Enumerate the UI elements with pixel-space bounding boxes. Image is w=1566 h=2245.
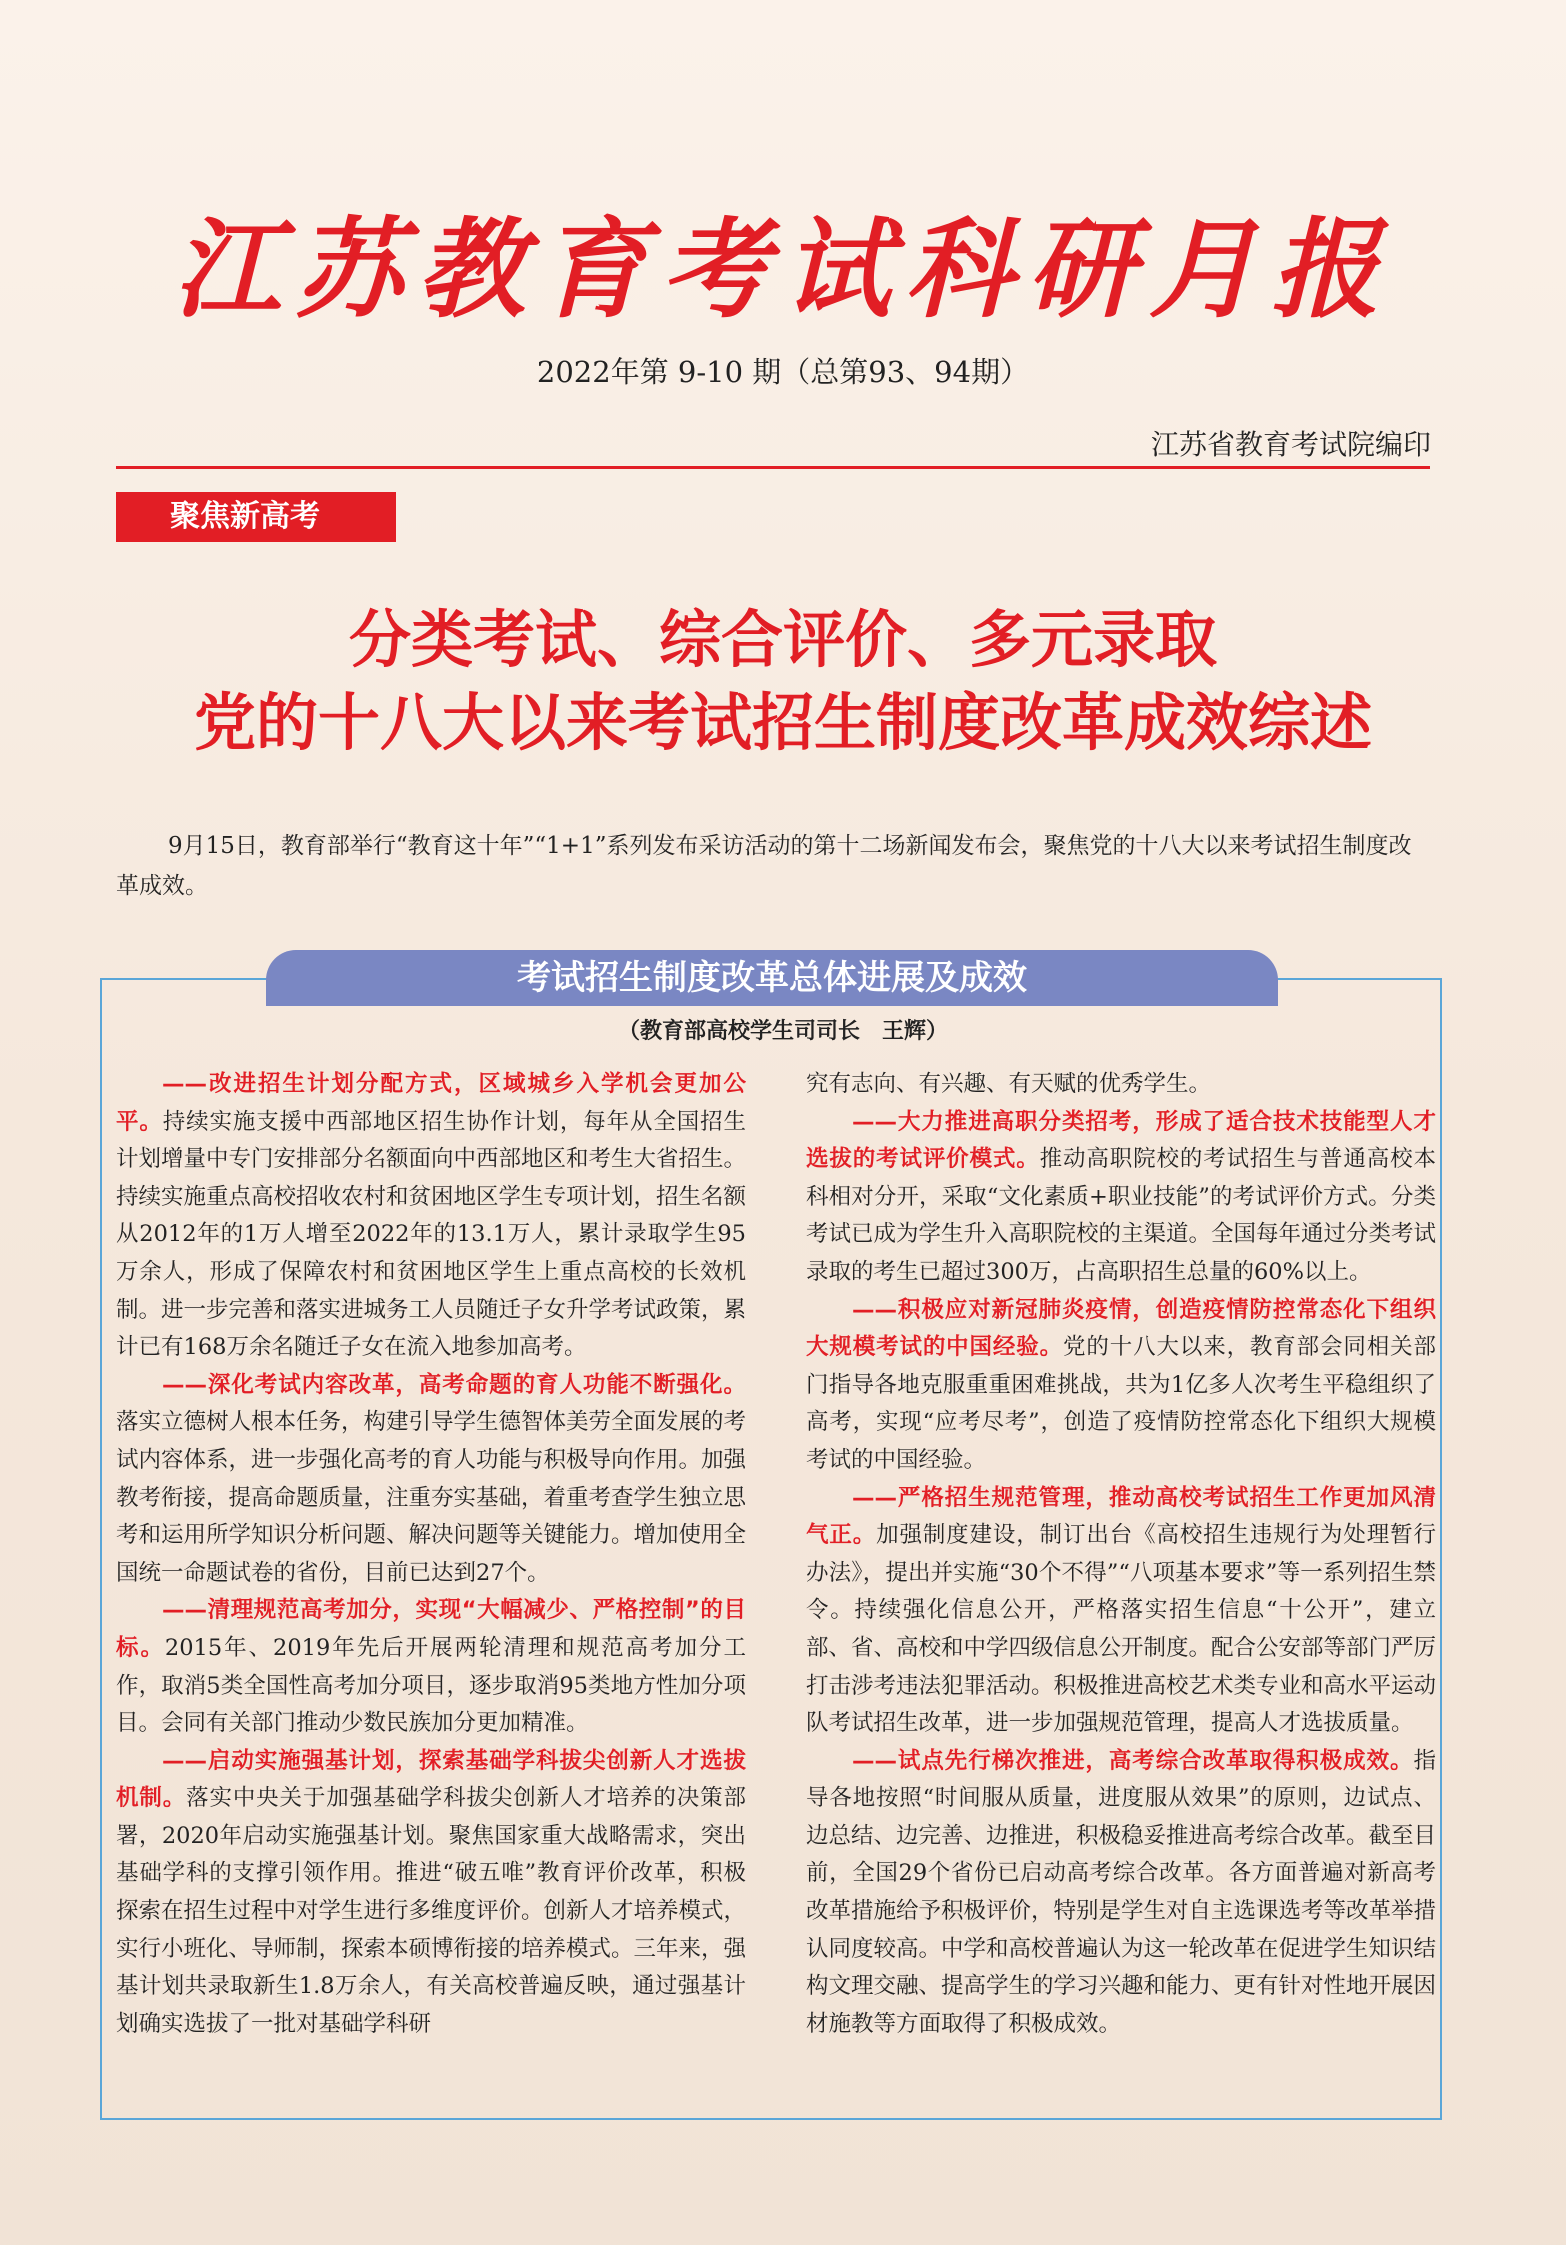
paragraph-text: 落实立德树人根本任务，构建引导学生德智体美劳全面发展的考试内容体系，进一步强化高考的育人功能与积极导向作用。加强教考衔接，提高命题质量，注重夯实基础，着重考查学生独立思考和运用所学知识分析问题、解决问题等关键能力。增加使用全国统一命题试卷的省份，目前已达到27个。 <box>116 1409 747 1586</box>
paragraph-text: 推动高职院校的考试招生与普通高校本科相对分开，采取“文化素质+职业技能”的考试评价方式。分类考试已成为学生升入高职院校的主渠道。全国每年通过分类考试录取的考生已超过300万，占高职招生总量的60%以上。 <box>806 1146 1437 1285</box>
paragraph <box>806 1743 1436 2044</box>
paragraph-highlight: ——改进招生计划分配方式，区域城乡入学机会更加公平。 <box>116 1071 746 1135</box>
right-column <box>806 1066 1436 2043</box>
masthead-title: 江苏教育考试科研月报 <box>172 207 1393 333</box>
paragraph-highlight: ——深化考试内容改革，高考命题的育人功能不断强化。 <box>162 1371 746 1398</box>
paragraph-highlight: ——试点先行梯次推进，高考综合改革取得积极成效。 <box>852 1747 1414 1774</box>
paragraph <box>116 1592 746 1742</box>
paragraph-highlight: ——大力推进高职分类招考，形成了适合技术技能型人才选拔的考试评价模式。 <box>806 1108 1436 1173</box>
paragraph <box>806 1292 1436 1480</box>
section-tag: 聚焦新高考 <box>116 492 396 542</box>
paragraph <box>806 1104 1436 1292</box>
paragraph-text: 2015年、2019年先后开展两轮清理和规范高考加分工作，取消5类全国性高考加分项目，逐步取消95类地方性加分项目。会同有关部门推动少数民族加分更加精准。 <box>116 1634 746 1737</box>
issue-number: 2022年第 9-10 期（总第93、94期） <box>536 355 1030 389</box>
paragraph <box>806 1480 1436 1743</box>
publisher: 江苏省教育考试院编印 <box>1150 428 1431 461</box>
paragraph <box>116 1743 746 2044</box>
paragraph-text: 党的十八大以来，教育部会同相关部门指导各地克服重重困难挑战，共为1亿多人次考生平稳组织了高考，实现“应考尽考”，创造了疫情防控常态化下组织大规模考试的中国经验。 <box>806 1334 1436 1473</box>
intro-paragraph: 9月15日，教育部举行“教育这十年”“1+1”系列发布采访活动的第十二场新闻发布会，聚焦党的十八大以来考试招生制度改革成效。 <box>116 833 1412 899</box>
header-rule <box>116 466 1430 469</box>
paragraph <box>806 1066 1436 1104</box>
paragraph-text: 持续实施支援中西部地区招生协作计划，每年从全国招生计划增量中专门安排部分名额面向中西部地区和考生大省招生。持续实施重点高校招收农村和贫困地区学生专项计划，招生名额从2012年的1万人增至2022年的13.1万人，累计录取学生95万余人，形成了保障农村和贫困地区学生上重点高校的长效机制。进一步完善和落实进城务工人员随迁子女升学考试政策，累计已有168万余名随迁子女在流入地参加高考。 <box>116 1108 747 1361</box>
paragraph-text: 究有志向、有兴趣、有天赋的优秀学生。 <box>806 1071 1212 1097</box>
box-title: 考试招生制度改革总体进展及成效 <box>266 950 1278 1006</box>
paragraph-highlight: ——积极应对新冠肺炎疫情，创造疫情防控常态化下组织大规模考试的中国经验。 <box>806 1296 1436 1361</box>
headline-line-1: 分类考试、综合评价、多元录取 <box>348 603 1217 676</box>
byline: （教育部高校学生司司长 王辉） <box>617 1019 948 1044</box>
paragraph <box>116 1066 746 1367</box>
headline-line-2: 党的十八大以来考试招生制度改革成效综述 <box>193 686 1372 759</box>
paragraph-text: 落实中央关于加强基础学科拔尖创新人才培养的决策部署，2020年启动实施强基计划。聚焦国家重大战略需求，突出基础学科的支撑引领作用。推进“破五唯”教育评价改革，积极探索在招生过程中对学生进行多维度评价。创新人才培养模式，实行小班化、导师制，探索本硕博衔接的培养模式。三年来，强基计划共录取新生1.8万余人，有关高校普遍反映，通过强基计划确实选拔了一批对基础学科研 <box>116 1785 747 2037</box>
paragraph-text: 加强制度建设，制订出台《高校招生违规行为处理暂行办法》，提出并实施“30个不得”“八项基本要求”等一系列招生禁令。持续强化信息公开，严格落实招生信息“十公开”，建立部、省、高校和中学四级信息公开制度。配合公安部等部门严厉打击涉考违法犯罪活动。积极推进高校艺术类专业和高水平运动队考试招生改革，进一步加强规范管理，提高人才选拔质量。 <box>806 1522 1437 1737</box>
paragraph-highlight: ——清理规范高考加分，实现“大幅减少、严格控制”的目标。 <box>116 1597 746 1661</box>
paragraph-highlight: ——严格招生规范管理，推动高校考试招生工作更加风清气正。 <box>806 1484 1436 1549</box>
paragraph-highlight: ——启动实施强基计划，探索基础学科拔尖创新人才选拔机制。 <box>116 1747 746 1812</box>
left-column <box>116 1066 746 2043</box>
paragraph <box>116 1367 746 1593</box>
paragraph-text: 指导各地按照“时间服从质量，进度服从效果”的原则，边试点、边总结、边完善、边推进，积极稳妥推进高考综合改革。截至目前，全国29个省份已启动高考综合改革。各方面普遍对新高考改革措施给予积极评价，特别是学生对自主选课选考等改革举措认同度较高。中学和高校普遍认为这一轮改革在促进学生知识结构文理交融、提高学生的学习兴趣和能力、更有针对性地开展因材施教等方面取得了积极成效。 <box>806 1747 1437 2037</box>
